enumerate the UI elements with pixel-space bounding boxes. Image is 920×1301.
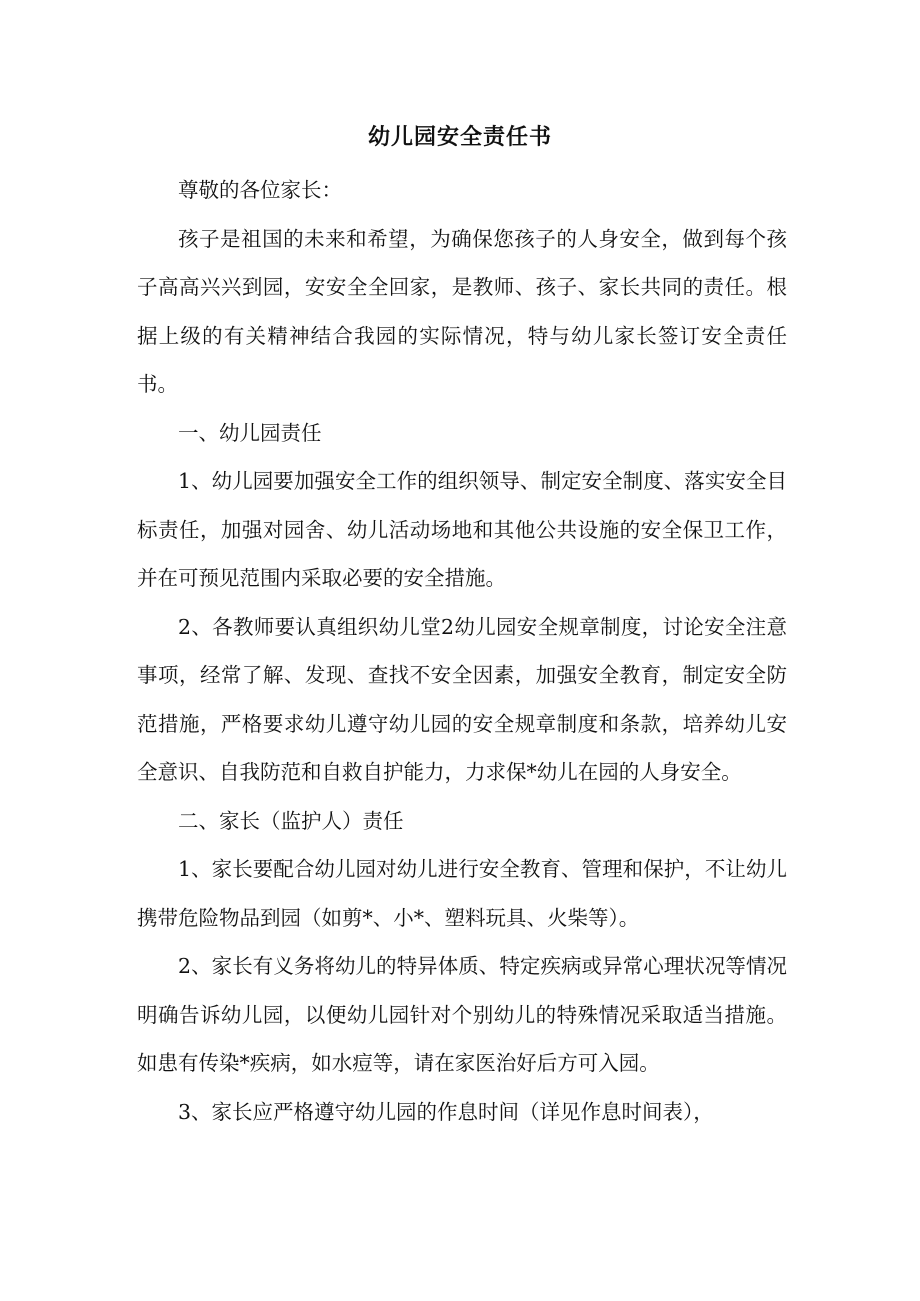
intro-paragraph: 孩子是祖国的未来和希望，为确保您孩子的人身安全，做到每个孩子高高兴兴到园，安安全全回家，是教师、孩子、家长共同的责任。根据上级的有关精神结合我园的实际情况，特与幼儿家长签订安全责任书。 — [137, 226, 787, 396]
kindergarten-clause-1: 1、幼儿园要加强安全工作的组织领导、制定安全制度、落实安全目标责任，加强对园舍、幼儿活动场地和其他公共设施的安全保卫工作，并在可预见范围内采取必要的安全措施。 — [137, 469, 787, 590]
kindergarten-clause-2: 2、各教师要认真组织幼儿堂2幼儿园安全规章制度，讨论安全注意事项，经常了解、发现、查找不安全因素，加强安全教育，制定安全防范措施，严格要求幼儿遵守幼儿园的安全规章制度和条款，培养幼儿安全意识、自我防范和自救自护能力，力求保*幼儿在园的人身安全。 — [137, 614, 787, 784]
document-body — [137, 166, 787, 1136]
parent-clause-2: 2、家长有义务将幼儿的特异体质、特定疾病或异常心理状况等情况明确告诉幼儿园，以便幼儿园针对个别幼儿的特殊情况采取适当措施。如患有传染*疾病，如水痘等，请在家医治好后方可入园。 — [137, 954, 787, 1075]
salutation: 尊敬的各位家长： — [178, 178, 342, 202]
parent-clause-3: 3、家长应严格遵守幼儿园的作息时间（详见作息时间表）， — [178, 1099, 714, 1124]
section-heading-parents: 二、家长（监护人）责任 — [178, 808, 404, 833]
section-heading-kindergarten: 一、幼儿园责任 — [178, 420, 322, 445]
document-title: 幼儿园安全责任书 — [367, 125, 552, 150]
parent-clause-1: 1、家长要配合幼儿园对幼儿进行安全教育、管理和保护，不让幼儿携带危险物品到园（如剪*、小*、塑料玩具、火柴等）。 — [137, 857, 787, 930]
